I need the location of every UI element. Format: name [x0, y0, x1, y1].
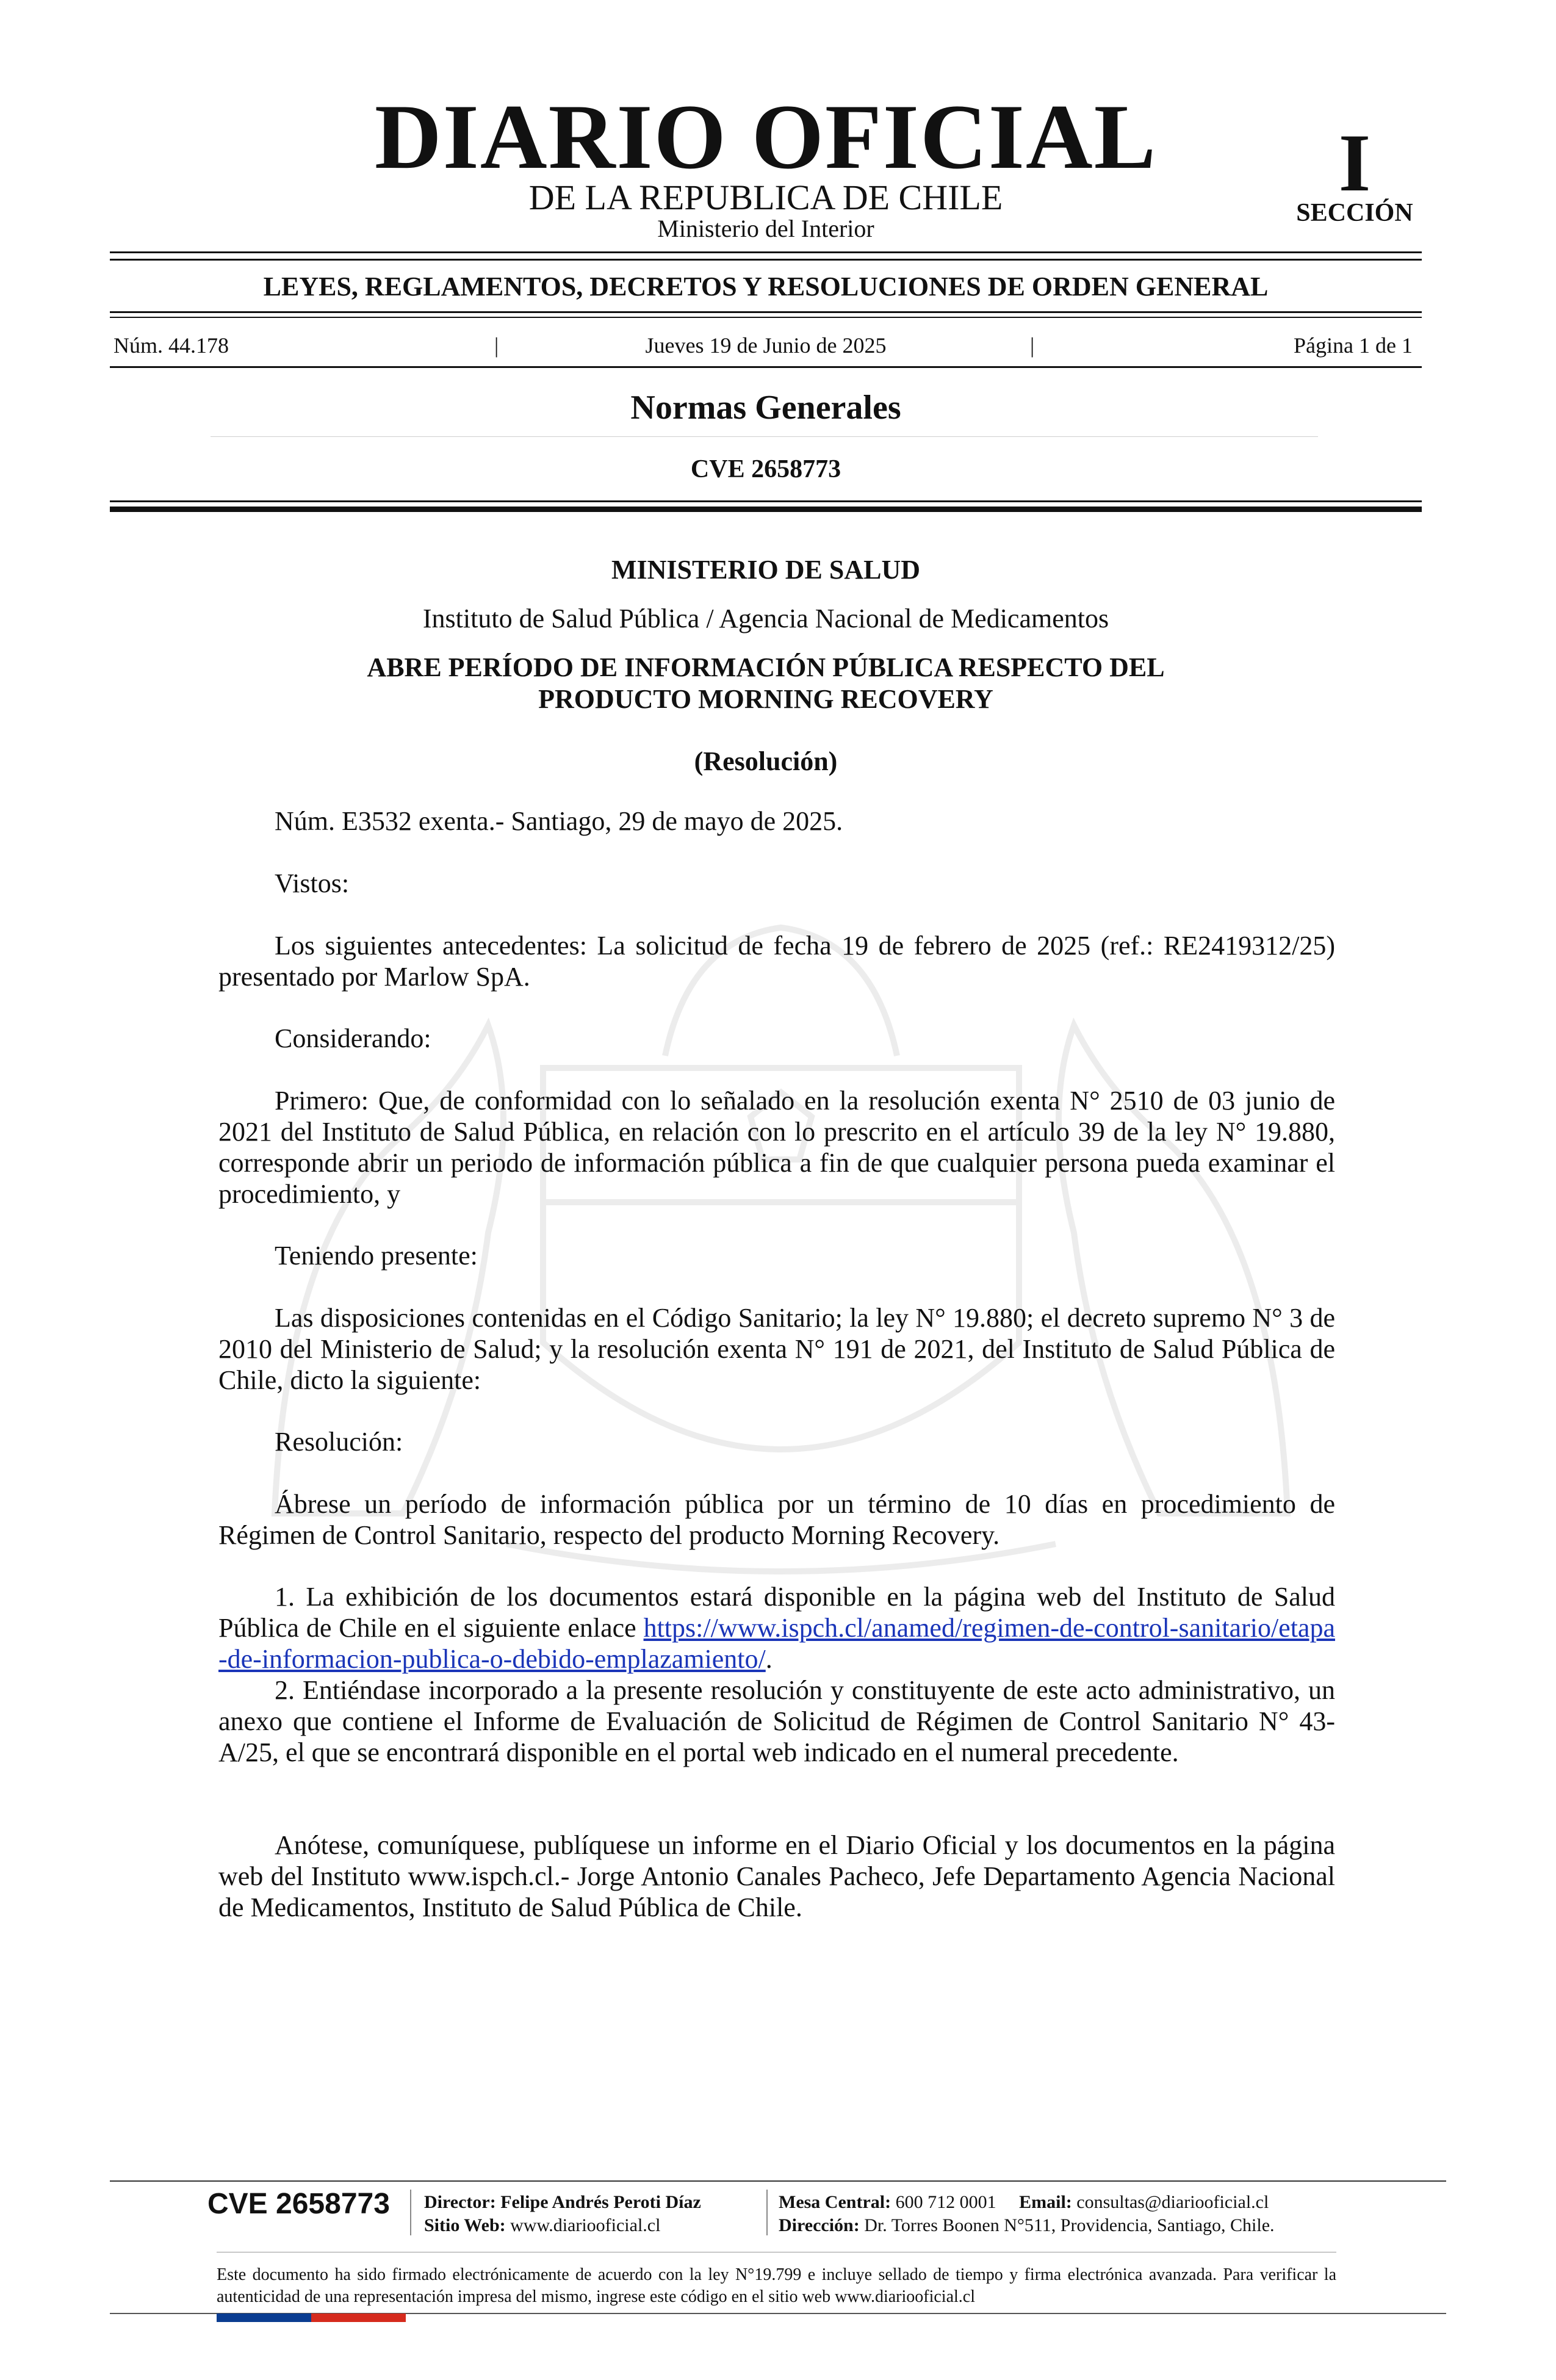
banner-bottom-rule-1	[110, 311, 1422, 313]
footer-col-director	[424, 2191, 701, 2237]
banner-bottom-rule-2	[110, 317, 1422, 318]
address-label: Dirección:	[779, 2215, 860, 2235]
ministry-line: Ministerio del Interior	[657, 215, 874, 242]
resolucion-heading: Resolución:	[275, 1427, 403, 1457]
item-1-period: .	[765, 1644, 773, 1674]
footer-address-line	[779, 2214, 1275, 2237]
issue-date: Jueves 19 de Junio de 2025	[645, 333, 887, 358]
footer-divider-2	[766, 2190, 768, 2235]
address-value: Dr. Torres Boonen N°511, Providencia, Santiago, Chile.	[864, 2215, 1275, 2235]
item-2-paragraph: 2. Entiéndase incorporado a la presente resolución y constituyente de este acto administrativo, un anexo que contiene el Informe de Evaluación de Solicitud de Régimen de Control Sanitario N° 43-A/25, el que se encontrará disponible en el portal web indicado en el numeral precedente.	[218, 1675, 1335, 1767]
director-label: Director:	[424, 2192, 496, 2212]
document-title-line-1: ABRE PERÍODO DE INFORMACIÓN PÚBLICA RESPECTO DEL	[367, 652, 1165, 682]
site-value[interactable]: www.diariooficial.cl	[510, 2215, 661, 2235]
resolution-number-line: Núm. E3532 exenta.- Santiago, 29 de mayo de 2025.	[275, 806, 843, 836]
closing-paragraph: Anótese, comuníquese, publíquese un informe en el Diario Oficial y los documentos en la página web del Instituto www.ispch.cl.- Jorge Antonio Canales Pacheco, Jefe Departamento Agencia Nacional de Medicamentos, Instituto de Salud Pública de Chile.	[218, 1830, 1335, 1922]
document-ministry: MINISTERIO DE SALUD	[611, 555, 921, 585]
footer-mesa-line	[779, 2191, 1275, 2214]
site-label: Sitio Web:	[424, 2215, 506, 2235]
teniendo-presente-heading: Teniendo presente:	[275, 1241, 478, 1271]
considerando-paragraph: Primero: Que, de conformidad con lo señalado en la resolución exenta N° 2510 de 03 junio de 2021 del Instituto de Salud Pública, en relación con lo prescrito en el artículo 39 de la ley N° 19.880, corresponde abrir un periodo de información pública a fin de que cualquier persona pueda examinar el procedimiento, y	[218, 1086, 1335, 1209]
flag-stripe-blue	[217, 2313, 311, 2322]
item-1-text: 1. La exhibición de los documentos estará disponible en la página web del Instituto de Salud Pública de Chile en el siguiente enlace	[218, 1582, 1335, 1643]
mesa-value: 600 712 0001	[895, 2192, 996, 2212]
document-title-line-2: PRODUCTO MORNING RECOVERY	[538, 684, 993, 714]
banner-top-rule-1	[110, 251, 1422, 253]
director-name: Felipe Andrés Peroti Díaz	[500, 2192, 701, 2212]
considerando-heading: Considerando:	[275, 1023, 431, 1053]
section-number: I	[1338, 118, 1371, 209]
item-1-paragraph	[218, 1581, 1335, 1675]
resolucion-paragraph: Ábrese un período de información pública por un término de 10 días en procedimiento de Régimen de Control Sanitario, respecto del producto Morning Recovery.	[218, 1489, 1335, 1550]
footer-cve: CVE 2658773	[207, 2188, 390, 2220]
footer-col-contact	[779, 2191, 1275, 2237]
issue-separator-2: |	[1030, 333, 1035, 358]
banner-top-rule-2	[110, 259, 1422, 261]
section-label: SECCIÓN	[1296, 199, 1413, 227]
footer-legal-notice: Este documento ha sido firmado electrónicamente de acuerdo con la ley N°19.799 e incluye sellado de tiempo y firma electrónica avanzada. Para verificar la autenticidad de una representación impresa del mismo, ingrese este código en el sitio web www.diariooficial.cl	[217, 2265, 1336, 2306]
cve-header: CVE 2658773	[690, 455, 841, 483]
issue-page: Página 1 de 1	[1294, 333, 1413, 358]
issue-separator-1: |	[494, 333, 499, 358]
section-title: Normas Generales	[630, 389, 901, 427]
footer-divider-1	[410, 2190, 411, 2235]
newspaper-subtitle: DE LA REPUBLICA DE CHILE	[528, 178, 1003, 217]
banner-heading: LEYES, REGLAMENTOS, DECRETOS Y RESOLUCIONES DE ORDEN GENERAL	[263, 272, 1269, 301]
email-label: Email:	[1019, 2192, 1072, 2212]
footer-director-line	[424, 2191, 701, 2214]
vistos-paragraph: Los siguientes antecedentes: La solicitud de fecha 19 de febrero de 2025 (ref.: RE2419312/25) presentado por Marlow SpA.	[218, 931, 1335, 992]
teniendo-presente-paragraph: Las disposiciones contenidas en el Código Sanitario; la ley N° 19.880; el decreto supremo N° 3 de 2010 del Ministerio de Salud; y la resolución exenta N° 191 de 2021, del Instituto de Salud Pública de Chile, dicto la siguiente:	[218, 1303, 1335, 1395]
email-value[interactable]: consultas@diariooficial.cl	[1076, 2192, 1269, 2212]
flag-stripe-red	[311, 2313, 406, 2322]
issue-bottom-rule	[110, 366, 1422, 368]
ispch-link[interactable]: https://www.ispch.cl/anamed/regimen-de-control-sanitario/etapa-de-informacion-publica-o-debido-emplazamiento/	[218, 1613, 1335, 1674]
newspaper-title: DIARIO OFICIAL	[374, 85, 1158, 188]
document-type: (Resolución)	[694, 746, 838, 776]
section-title-thin-rule	[211, 436, 1318, 437]
footer-site-line	[424, 2214, 701, 2237]
cve-rule-2	[110, 507, 1422, 512]
mesa-label: Mesa Central:	[779, 2192, 891, 2212]
footer-top-rule	[110, 2180, 1446, 2182]
vistos-heading: Vistos:	[275, 868, 350, 898]
cve-rule-1	[110, 500, 1422, 502]
issue-number: Núm. 44.178	[113, 333, 229, 358]
document-agency: Instituto de Salud Pública / Agencia Nacional de Medicamentos	[422, 604, 1109, 633]
